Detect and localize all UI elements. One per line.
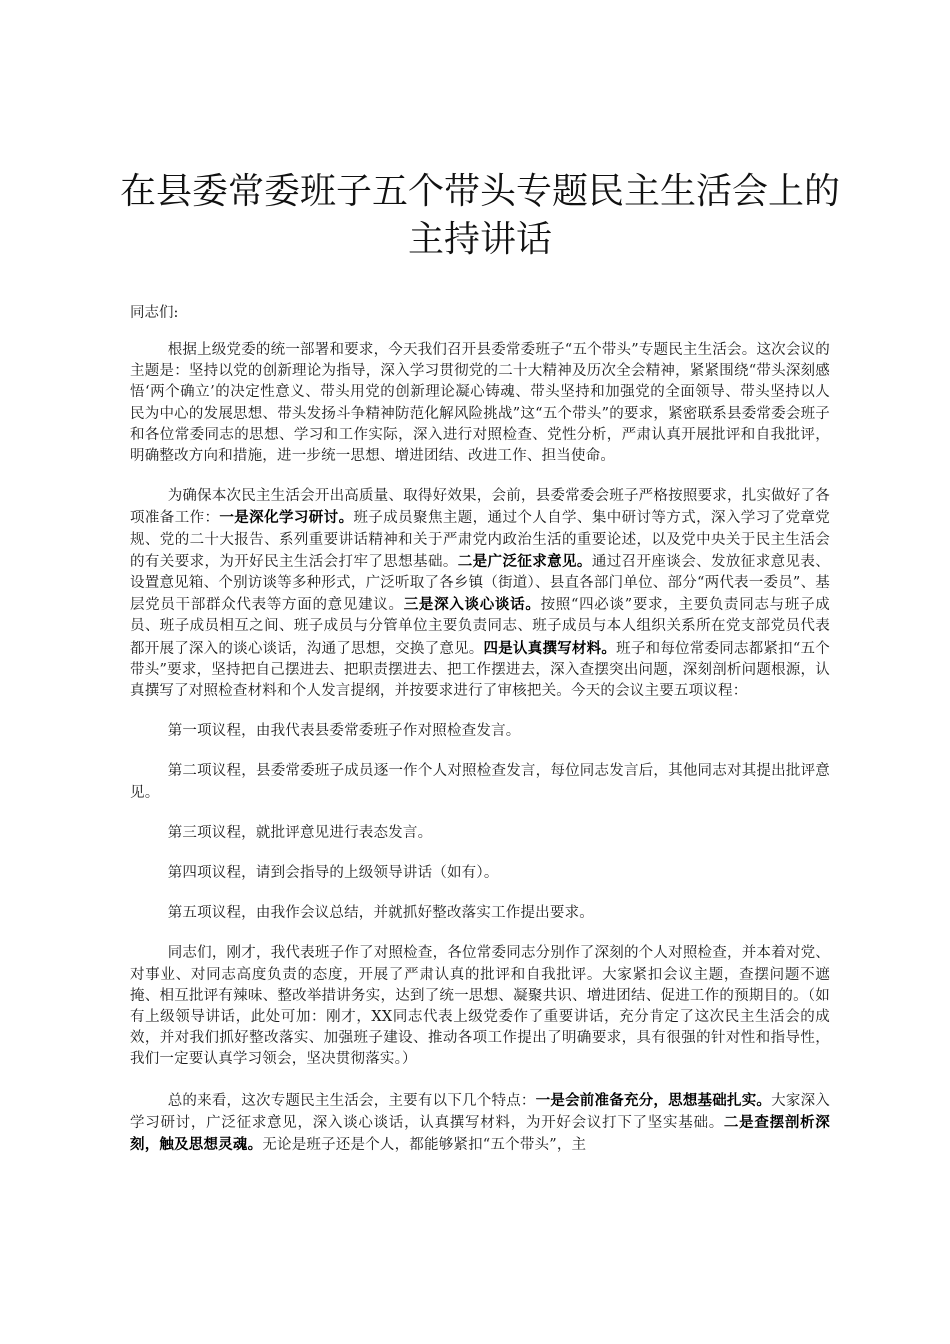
paragraph-summary bbox=[130, 1090, 830, 1157]
paragraph-text: 大家深入学习研讨，广泛征求意见，深入谈心谈话，认真撰写材料，为开好会议打下了坚实基础。 bbox=[130, 1092, 830, 1131]
title-line-2: 主持讲话 bbox=[407, 219, 552, 260]
bold-point-1: 一是深化学习研讨。 bbox=[219, 509, 354, 527]
paragraph-text: 无论是班子还是个人，都能够紧扣“五个带头”，主 bbox=[262, 1137, 587, 1154]
paragraph-text: 班子和每位常委同志都紧扣“五个带头”要求，坚持把自己摆进去、把职责摆进去、把工作摆进去，深入查摆突出问题，深刻剖析问题根源，认真撰写了对照检查材料和个人发言提纲，并按要求进行了审核把关。今天的会议主要五项议程： bbox=[130, 640, 830, 700]
paragraph-review: 同志们，刚才，我代表班子作了对照检查，各位常委同志分别作了深刻的个人对照检查，并本着对党、对事业、对同志高度负责的态度，开展了严肃认真的批评和自我批评。大家紧扣会议主题，查摆问题不遮掩、相互批评有辣味、整改举措讲务实，达到了统一思想、凝聚共识、增进团结、促进工作的预期目的。（如有上级领导讲话，此处可加：刚才，XX同志代表上级党委作了重要讲话，充分肯定了这次民主生活会的成效，并对我们抓好整改落实、加强班子建设、推动各项工作提出了明确要求，具有很强的针对性和指导性，我们一定要认真学习领会，坚决贯彻落实。） bbox=[130, 945, 830, 1068]
bold-feature-1: 一是会前准备充分，思想基础扎实。 bbox=[535, 1091, 772, 1109]
paragraph-preparation bbox=[130, 486, 830, 702]
paragraph-text: 通过召开座谈会、发放征求意见表、设置意见箱、个别访谈等多种形式，广泛听取了各乡镇（街道）、县直各部门单位、部分“两代表一委员”、基层党员干部群众代表等方面的意见建议。 bbox=[130, 553, 830, 614]
agenda-item-5: 第五项议程，由我作会议总结，并就抓好整改落实工作提出要求。 bbox=[167, 905, 594, 922]
agenda-item-2: 第二项议程，县委常委班子成员逐一作个人对照检查发言，每位同志发言后，其他同志对其提出批评意见。 bbox=[130, 763, 830, 801]
bold-feature-2: 二是查摆剖析深刻，触及思想灵魂。 bbox=[130, 1113, 830, 1154]
bold-point-3: 三是深入谈心谈话。 bbox=[403, 596, 541, 614]
paragraph-intro: 根据上级党委的统一部署和要求，今天我们召开县委常委班子“五个带头”专题民主生活会。这次会议的主题是：坚持以党的创新理论为指导，深入学习贯彻党的二十大精神及历次全会精神，紧紧围绕“带头深刻感悟‘两个确立’的决定性意义、带头用党的创新理论凝心铸魂、带头坚持和加强党的全面领导、带头坚持以人民为中心的发展思想、带头发扬斗争精神防范化解风险挑战”这“五个带头”的要求，紧密联系县委常委会班子和各位常委同志的思想、学习和工作实际，深入进行对照检查、党性分析，严肃认真开展批评和自我批评，明确整改方向和措施，进一步统一思想、增进团结、改进工作、担当使命。 bbox=[130, 342, 830, 465]
bold-point-2: 二是广泛征求意见。 bbox=[457, 552, 592, 570]
title-line-1: 在县委常委班子五个带头专题民主生活会上的 bbox=[119, 171, 840, 212]
paragraph-text: 按照“四必谈”要求，主要负责同志与班子成员、班子成员相互之间、班子成员与分管单位主要负责同志、班子成员与本人组织关系所在党支部党员代表都开展了深入的谈心谈话，沟通了思想，交换了意见。 bbox=[130, 597, 830, 657]
agenda-item-1: 第一项议程，由我代表县委常委班子作对照检查发言。 bbox=[167, 723, 521, 740]
salutation: 同志们: bbox=[130, 305, 179, 321]
agenda-item-3: 第三项议程，就批评意见进行表态发言。 bbox=[167, 824, 433, 841]
paragraph-text: 总的来看，这次专题民主生活会，主要有以下几个特点： bbox=[167, 1092, 536, 1109]
bold-point-4: 四是认真撰写材料。 bbox=[483, 639, 617, 657]
agenda-item-4: 第四项议程，请到会指导的上级领导讲话（如有）。 bbox=[167, 865, 499, 882]
document-body bbox=[130, 340, 830, 1175]
paragraph-text: 班子成员聚焦主题，通过个人自学、集中研讨等方式，深入学习了党章党规、党的二十大报告、系列重要讲话精神和关于严肃党内政治生活的重要论述，以及党中央关于民主生活会的有关要求，为开好民主生活会打牢了思想基础。 bbox=[130, 510, 830, 570]
paragraph-text: 为确保本次民主生活会开出高质量、取得好效果，会前，县委常委会班子严格按照要求，扎实做好了各项准备工作： bbox=[130, 488, 830, 527]
document-title bbox=[100, 168, 860, 264]
